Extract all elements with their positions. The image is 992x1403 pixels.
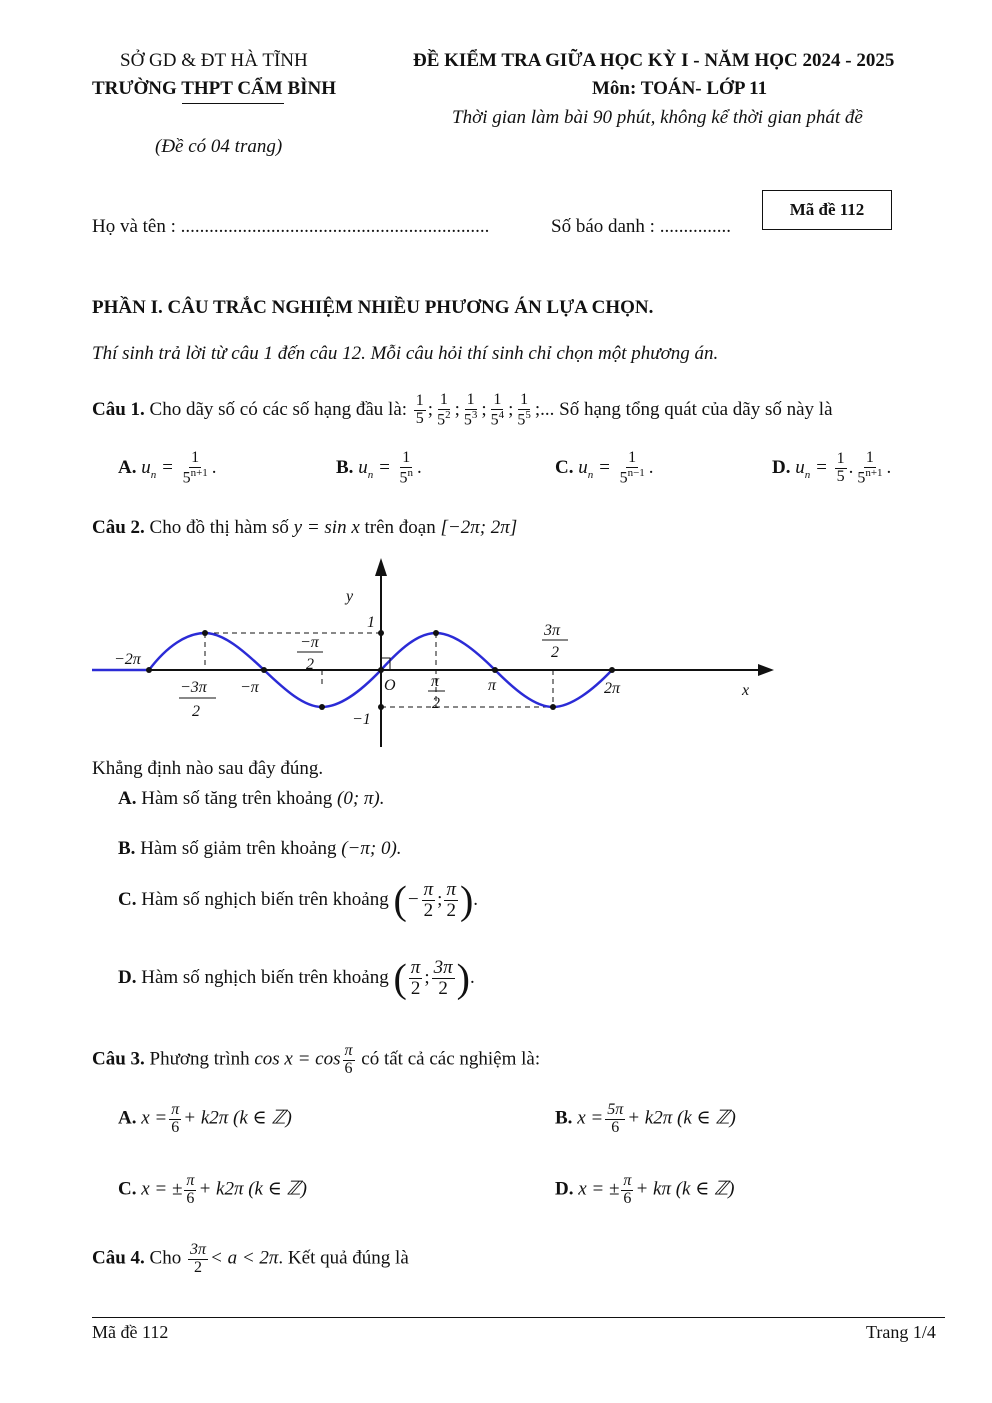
question-1: Câu 1. Cho dãy số có các số hạng đầu là: $\frac{1}{5}$ ; $\frac{1}{5^2}$ ; $\frac{1}{5^3}$ ; $\frac{1}{5^4}$ ; $\frac{1}{5^5}$ ;... Số hạng tổng quát của dãy số này là (92, 391, 833, 429)
exam-title: ĐỀ KIỂM TRA GIỮA HỌC KỲ I - NĂM HỌC 2024 - 2025 (413, 50, 895, 71)
one-label: 1 (367, 614, 375, 631)
option-label: C. (118, 888, 137, 910)
q1-option-a[interactable]: A. $u_n$ = $\frac{1}{5^{n+1}}$ . (118, 449, 217, 487)
question-3: Câu 3. Phương trình cos x = cos $\frac{\pi}{6}$ có tất cả các nghiệm là: (92, 1042, 541, 1077)
q2-text: Cho đồ thị hàm số (149, 517, 289, 538)
q1-option-d[interactable]: D. $u_n$ = $\frac{1}{5}$ . $\frac{1}{5^{n+1}}$ . (772, 449, 892, 487)
q3-a-tail: + k2π (k ∈ ℤ) (183, 1107, 292, 1129)
q2-b-interval: (−π; 0). (341, 838, 402, 859)
question-4: Câu 4. Cho $\frac{3\pi}{2}$ < a < 2π. Kết quả đúng là (92, 1241, 409, 1276)
pages-note: (Đề có 04 trang) (155, 136, 283, 157)
denominator-two: 2 (192, 703, 200, 720)
q2-c-text: Hàm số nghịch biến trên khoảng (141, 888, 389, 910)
q3-option-c[interactable]: C. x = ± $\frac{\pi}{6}$ + k2π (k ∈ ℤ) (118, 1172, 308, 1207)
neg-two-pi-label: −2π (114, 651, 141, 668)
q3-text-end: có tất cả các nghiệm là: (361, 1048, 541, 1070)
origin-label: O (384, 677, 396, 694)
school-name: TRƯỜNG THPT CẨM BÌNH (92, 78, 337, 99)
q3-label: Câu 3. (92, 1048, 145, 1070)
denominator-two: 2 (432, 695, 440, 712)
question-2 (92, 517, 517, 539)
candidate-number-field[interactable]: Số báo danh : ............... (551, 216, 731, 237)
time-note: Thời gian làm bài 90 phút, không kể thời gian phát đề (452, 107, 863, 128)
q3-option-b[interactable]: B. x = $\frac{5\pi}{6}$ + k2π (k ∈ ℤ) (555, 1101, 736, 1136)
q1-option-b[interactable]: B. $u_n$ = $\frac{1}{5^n}$ . (336, 449, 422, 487)
q2-interval: [−2π; 2π] (440, 517, 518, 538)
two-pi-label: 2π (604, 680, 621, 697)
department-name: SỞ GD & ĐT HÀ TĨNH (120, 50, 308, 71)
option-label: B. (555, 1107, 573, 1129)
neg-pi-label: −π (240, 679, 259, 696)
q1-term-5: $\frac{1}{5^5}$ (517, 391, 531, 429)
q1-term-2: $\frac{1}{5^2}$ (437, 391, 451, 429)
q1-text: Cho dãy số có các số hạng đầu là: (149, 398, 408, 420)
y-axis-label: y (346, 588, 354, 605)
option-label: D. (772, 456, 791, 478)
option-label: A. (118, 1107, 137, 1129)
minus-one-label: −1 (352, 711, 371, 728)
name-field[interactable]: Họ và tên : ................................................................. (92, 216, 490, 237)
q2-prompt: Khẳng định nào sau đây đúng. (92, 758, 324, 779)
option-label: C. (555, 456, 574, 478)
option-label: B. (118, 838, 136, 859)
q2-option-d[interactable]: D. Hàm số nghịch biến trên khoảng ( $\frac{\pi}{2}$ ; $\frac{3\pi}{2}$ ). (118, 955, 475, 1001)
footer-rule (92, 1317, 945, 1318)
x-axis-label: x (742, 682, 750, 699)
denominator-two: 2 (551, 644, 559, 661)
q1-text-end: ;... Số hạng tổng quát của dãy số này là (534, 398, 833, 420)
q1-term-4: $\frac{1}{5^4}$ (490, 391, 505, 429)
q3-c-tail: + k2π (k ∈ ℤ) (198, 1178, 308, 1200)
exam-code-box: Mã đề 112 (762, 190, 892, 230)
q3-option-a[interactable]: A. x = $\frac{\pi}{6}$ + k2π (k ∈ ℤ) (118, 1101, 292, 1136)
sine-graph (92, 552, 782, 752)
denominator-two: 2 (306, 656, 314, 673)
q2-label: Câu 2. (92, 517, 145, 538)
option-label: B. (336, 456, 354, 478)
q1-label: Câu 1. (92, 398, 145, 420)
x-axis-arrow (758, 664, 774, 676)
q2-a-text: Hàm số tăng trên khoảng (141, 788, 333, 809)
footer-page: Trang 1/4 (866, 1322, 936, 1342)
y-axis-arrow (375, 558, 387, 576)
q4-inequality: < a < 2π (210, 1247, 279, 1269)
header-underline (182, 103, 284, 104)
q4-label: Câu 4. (92, 1247, 145, 1269)
q1-option-c[interactable]: C. $u_n$ = $\frac{1}{5^{n-1}}$ . (555, 449, 654, 487)
subject-line: Môn: TOÁN- LỚP 11 (592, 78, 768, 99)
q2-option-c[interactable]: C. Hàm số nghịch biến trên khoảng (− $\frac{\pi}{2}$ ; $\frac{\pi}{2}$ ). (118, 877, 479, 923)
part1-instruction: Thí sinh trả lời từ câu 1 đến câu 12. Mỗi câu hỏi thí sinh chỉ chọn một phương án. (92, 343, 719, 364)
q3-b-tail: + k2π (k ∈ ℤ) (627, 1107, 736, 1129)
neg-pi-half-label: −π (300, 634, 319, 651)
footer-code: Mã đề 112 (92, 1322, 169, 1342)
q3-option-d[interactable]: D. x = ± $\frac{\pi}{6}$ + kπ (k ∈ ℤ) (555, 1172, 735, 1207)
part1-title: PHẦN I. CÂU TRẮC NGHIỆM NHIỀU PHƯƠNG ÁN LỰA CHỌN. (92, 297, 654, 318)
q2-b-text: Hàm số giảm trên khoảng (140, 838, 337, 859)
option-label: D. (118, 966, 137, 988)
option-label: A. (118, 788, 137, 809)
q2-a-interval: (0; π). (337, 788, 385, 809)
q2-option-a[interactable] (118, 788, 385, 810)
neg-three-pi-label: −3π (180, 679, 207, 696)
pi-label: π (488, 677, 497, 694)
q3-text: Phương trình (149, 1048, 250, 1070)
q2-func: y = sin x (293, 517, 360, 538)
option-label: A. (118, 456, 137, 478)
three-pi-half-label: 3π (544, 622, 561, 639)
q1-term-3: $\frac{1}{5^3}$ (463, 391, 478, 429)
q1-term-1: $\frac{1}{5}$ (415, 392, 424, 427)
option-label: D. (555, 1178, 574, 1200)
q2-on: trên đoạn (364, 517, 436, 538)
option-label: C. (118, 1178, 137, 1200)
q4-text: Cho (149, 1247, 182, 1269)
q2-option-b[interactable] (118, 838, 402, 860)
q2-d-text: Hàm số nghịch biến trên khoảng (141, 966, 389, 988)
q4-text-end: . Kết quả đúng là (278, 1247, 409, 1269)
pi-half-label: π (431, 673, 440, 690)
q3-d-tail: + kπ (k ∈ ℤ) (635, 1178, 735, 1200)
